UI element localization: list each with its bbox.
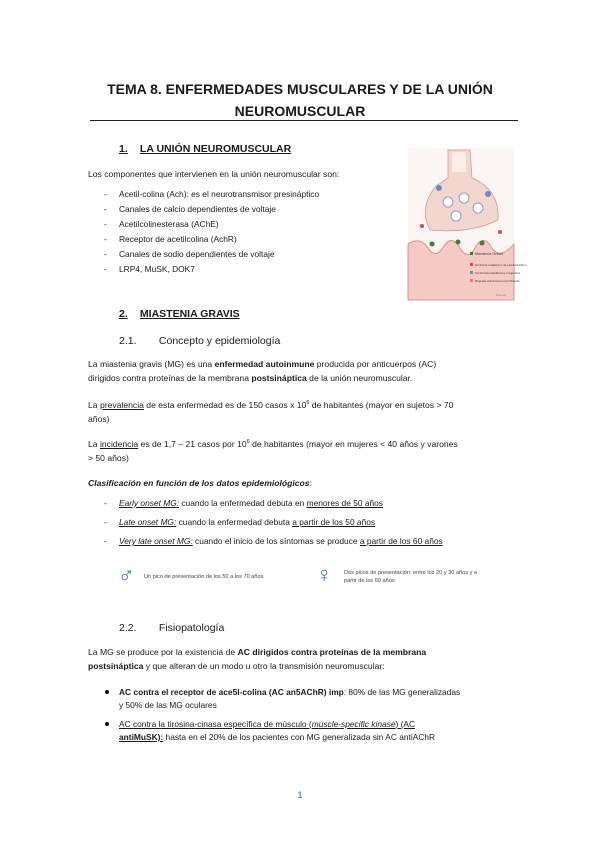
legend-label: Síndrome miasténico de Lambert-Eaton (475, 264, 527, 267)
subsection-2-2-heading: 2.2. Fisiopatología (119, 622, 225, 634)
list-item: AC contra la tirosina-cinasa específica de músculo (muscle-specific kinase) (AC antiMuSK): hasta en el 20% de los pacientes con MG generalizada sin AC antiAChR (88, 718, 520, 744)
vesicle-icon (443, 197, 453, 207)
female-onset-note: Dos picos de presentación: entre los 20 y 30 años y a partir de los 60 años (344, 570, 478, 584)
title-divider (90, 120, 518, 121)
vesicle-icon (473, 203, 483, 213)
list-item: - Receptor de acetilcolina (AchR) (104, 234, 237, 244)
list-item: - Very late onset MG: cuando el inicio de los síntomas se produce a partir de los 60 años (104, 536, 443, 546)
vesicle-icon (459, 193, 469, 203)
components-list (88, 187, 408, 277)
incidence-paragraph: La incidencia es de 1,7 – 21 casos por $10^6$ de habitantes (mayor en mujeres < 40 años y varones > 50 años) (88, 438, 458, 463)
classification-heading: Clasificación en función de los datos epidemiológicos: (88, 478, 312, 488)
legend-swatch (470, 279, 473, 282)
subsection-2-1-heading: 2.1. Concepto y epidemiología (119, 335, 281, 347)
bullet-icon (105, 690, 109, 694)
legend-label: Síndromes miasténicos congénitos (475, 272, 521, 275)
classification-list (88, 496, 518, 549)
list-item: - Acetil-colina (Ach): es el neurotransmisor presináptico (104, 189, 320, 199)
section-2-heading: 2. MIASTENIA GRAVIS (119, 308, 240, 320)
vesicle-icon (451, 211, 461, 221)
section-1-intro: Los componentes que intervienen en la unión neuromuscular son: (88, 169, 340, 179)
list-item: - LRP4, MuSK, DOK7 (104, 264, 195, 274)
neuromuscular-junction-figure (408, 148, 527, 300)
antibody-list (88, 686, 520, 750)
channel-icon (485, 191, 491, 197)
antibody-icon (498, 230, 502, 234)
antibody-icon (420, 224, 424, 228)
figure-credit: Elsevier (496, 294, 507, 297)
bullet-icon (105, 722, 109, 726)
list-item: - Canales de calcio dependientes de voltaje (104, 204, 276, 214)
legend-label: Miastenia Gravis (475, 252, 504, 256)
female-icon: ♀ (316, 562, 333, 587)
list-item: - Acetilcolinesterasa (AChE) (104, 219, 219, 229)
legend-swatch (470, 271, 473, 274)
receptor-icon (456, 240, 461, 245)
male-onset-note: Un pico de presentación de los 50 a los 70 años (144, 574, 264, 580)
channel-icon (436, 185, 442, 191)
list-item: - Early onset MG: cuando la enfermedad debuta en menores de 50 años (104, 498, 383, 508)
receptor-icon (430, 242, 435, 247)
junction-diagram (408, 148, 527, 300)
legend-swatch (470, 263, 473, 266)
legend-label: Miopatía autoinmune necrotizante (475, 280, 520, 283)
definition-paragraph: La miastenia gravis (MG) es una enfermedad autoinmune producida por anticuerpos (AC) dirigidos contra proteínas de la membrana postsináptica de la unión neuromuscular. (88, 359, 437, 383)
section-1-heading: 1. LA UNIÓN NEUROMUSCULAR (119, 143, 292, 155)
prevalence-paragraph: La prevalencia de esta enfermedad es de 150 casos x $10^6$ de habitantes (mayor en sujetos > 70 años) (88, 399, 454, 424)
list-item: - Canales de sodio dependientes de voltaje (104, 249, 275, 259)
physiopathology-paragraph: La MG se produce por la existencia de AC dirigidos contra proteínas de la membrana postsináptica y que alteran de un modo u otro la transmisión neuromuscular: (88, 647, 427, 671)
nerve-axon (452, 152, 466, 172)
list-item: - Late onset MG: cuando la enfermedad debuta a partir de los 50 años (104, 517, 376, 527)
list-item: AC contra el receptor de ace5l-colina (AC an5AChR) imp: 80% de las MG generalizadas y 50% de las MG oculares (88, 686, 520, 712)
male-icon: ♂ (118, 562, 135, 587)
page-number: 1 (297, 790, 303, 800)
legend-swatch (470, 252, 473, 255)
page-title: TEMA 8. ENFERMEDADES MUSCULARES Y DE LA UNIÓN NEUROMUSCULAR (107, 81, 493, 119)
receptor-icon (480, 241, 485, 246)
